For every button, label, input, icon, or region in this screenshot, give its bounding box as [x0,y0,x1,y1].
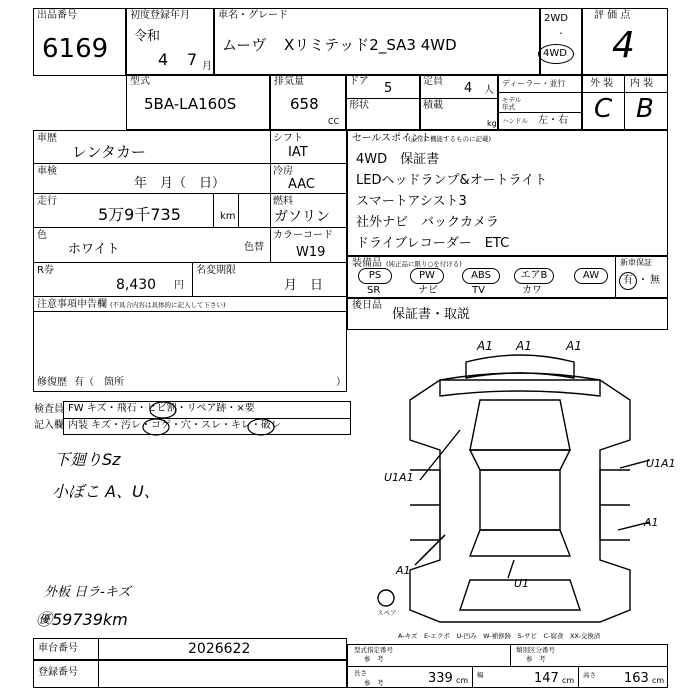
color-change-label: 色替 [244,242,264,253]
handle-label: ハンドル [502,117,528,125]
shape-label: 形状 [349,100,369,111]
mark-a1-left-rear: A1 [396,564,411,577]
length-unit: cm [456,676,469,685]
mark-a1-front-right: A1 [566,339,582,353]
notes-sub: (不具合内容は具体的に記入して下さい) [110,301,226,309]
drive-dot: ・ [557,29,565,38]
chassis-label: 車台番号 [38,643,78,654]
repair-close: ） [336,377,346,388]
reg-number-label: 登録番号 [38,667,78,678]
displacement-label: 排気量 [274,76,304,87]
lot-label: 出品番号 [37,10,77,21]
repair-value: 有（ 箇所 [74,377,124,388]
selling-point-4: 社外ナビ バックカメラ [356,215,500,230]
length-label: 長さ [354,669,367,677]
inspector-row-1: FW キズ・飛石・ヒビ割・リペア跡・×要 [68,403,255,414]
repair-label: 修復歴 [37,377,67,388]
kg-unit: kg [487,119,497,128]
selling-points-title: セールスポイント [352,133,432,144]
lot-number: 6169 [42,34,109,64]
inspection-label: 車検 [37,166,57,177]
new-dot: ・ [638,275,648,286]
selling-points-sub: (正常に機能するものに記載) [408,135,492,143]
height-label: 高さ [583,671,596,679]
equip-airbag: エアB [514,268,554,284]
equip-leather: カワ [522,285,542,296]
model-ref-label: 型式指定番号 [354,646,393,654]
mark-u1-rear: U1 [514,577,530,590]
chassis-value: 2026622 [188,641,251,657]
ext-label: 外 装 [590,78,614,89]
int-score: B [636,94,654,124]
drive-4wd: 4WD [543,48,567,59]
reg-month: 7 [187,50,198,69]
info-block [33,130,347,392]
equip-navi: ナビ [418,285,438,296]
grade: Xリミテッド2_SA3 4WD [284,36,457,54]
mark-u1a1-right: U1A1 [646,457,676,470]
after-value: 保証書・取説 [392,307,471,322]
capacity: 4 [464,81,473,96]
mark-a1-front-left: A1 [477,339,493,353]
color-code-value: W19 [296,245,326,260]
handle-value: 左・右 [538,115,568,126]
length-ref: 参 考 [364,679,384,687]
int-label: 内 装 [630,78,654,89]
era: 令和 [134,29,161,44]
after-label: 後日品 [352,300,382,311]
notes-label: 注意事項申告欄 [37,299,107,310]
drive-2wd: 2WD [544,13,568,24]
reg-number-box [33,660,347,688]
height-value: 163 [624,671,649,686]
cc-unit: CC [328,117,340,126]
class-ref-label: 類別区分番号 [516,646,555,654]
name-label: 車名・グレード [218,10,288,21]
capacity-label: 定員 [423,76,443,87]
car-name: ムーヴ [222,36,267,54]
ac-label: 冷房 [273,166,293,177]
displacement: 658 [290,95,319,113]
mark-u1a1-left: U1A1 [384,471,414,484]
selling-point-5: ドライブレコーダー ETC [356,236,510,251]
new-no: 無 [650,275,660,286]
history-label: 車歴 [37,133,57,144]
equip-pw: PW [410,268,444,284]
recycle-value: 8,430 [116,277,157,293]
dealer-label: ディーラー・並行 [502,79,566,88]
mileage-value: 5万9千735 [98,205,181,224]
hand-note-3: 外板 日ラ-キズ [44,585,131,600]
person-unit: 人 [484,85,494,96]
doors: 5 [384,81,393,96]
spare-label: スペア [377,609,397,617]
fuel-label: 燃料 [273,196,293,207]
equipment-label: 装備品 [352,258,382,269]
color-label: 色 [37,230,47,241]
inspector-label-2: 記入欄 [34,420,64,431]
selling-point-1: 4WD 保証書 [356,152,440,167]
selling-point-3: スマートアシスト3 [356,194,467,209]
hand-note-1: 下廻りSz [54,450,121,469]
width-value: 147 [534,671,559,686]
door-label: ドア [349,76,369,87]
shift-label: シフト [273,133,303,144]
width-label: 幅 [477,671,484,679]
height-unit: cm [652,676,665,685]
car-diagram [0,0,1,1]
score-label: 評 価 点 [594,10,631,21]
new-yes: 有 [623,275,633,286]
equip-tv: TV [472,285,485,296]
mark-a1-front-center: A1 [516,339,532,353]
equip-aw: AW [574,268,608,284]
class-ref-sub: 参 考 [526,655,546,663]
score: 4 [612,25,635,66]
equip-abs: ABS [462,268,500,284]
model-label: 型式 [130,76,150,87]
ac-value: AAC [288,177,315,192]
ext-score: C [594,94,613,124]
inspector-row-2: 内装 キズ・汚レ・コゲ・穴・スレ・キレ・破レ [68,420,281,431]
width-unit: cm [562,676,575,685]
equip-ps: PS [358,268,392,284]
mileage-label: 走行 [37,196,57,207]
damage-legend: A-キズ E-エクボ U-凹み W-補修跡 S-サビ C-腐食 XX-交換済 [398,632,601,640]
load-label: 積載 [423,100,443,111]
equip-sr: SR [367,285,381,296]
length-value: 339 [428,671,453,686]
equipment-sub: (純正品に限り○を付ける) [386,260,462,268]
color-code-label: カラーコード [273,230,333,241]
new-warranty-label: 新車保証 [620,258,652,267]
name-change-value: 月 日 [284,278,324,293]
fuel-value: ガソリン [274,209,330,225]
km-unit: km [220,211,236,222]
hand-note-2: 小ぼこ A、U、 [52,482,160,501]
yen-unit: 円 [174,280,184,291]
selling-point-2: LEDヘッドランプ&オートライト [356,173,548,188]
shift-value: IAT [288,145,308,160]
name-change-label: 名変期限 [196,265,236,276]
color-value: ホワイト [68,242,120,257]
month-unit: 月 [202,61,212,72]
hand-note-4: ㊝59739km [36,610,128,629]
model: 5BA-LA160S [144,95,237,113]
model-ref-sub: 参 考 [364,655,384,663]
mark-a1-right-rear: A1 [644,516,659,529]
inspection-value: 年 月（ 日） [134,176,226,191]
history-value: レンタカー [72,143,147,161]
reg-label: 初度登録年月 [130,10,190,21]
inspector-label-1: 検査員 [34,404,64,415]
model-year-label: モデル年式 [502,96,522,111]
reg-year: 4 [158,50,169,69]
recycle-label: R券 [37,265,54,276]
